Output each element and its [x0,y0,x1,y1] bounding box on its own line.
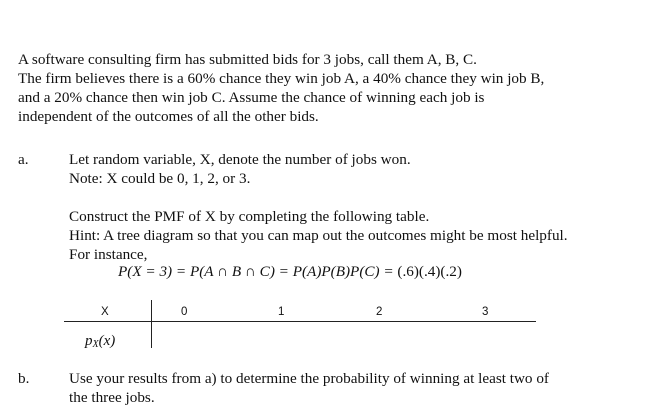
part-b-line-2: the three jobs. [69,389,155,406]
table-horizontal-rule [64,321,536,322]
equation-lhs: P(X = 3) = P(A ∩ B ∩ C) = P(A)P(B)P(C) = [118,263,398,280]
table-col-2: 2 [376,306,383,318]
intro-line-1: A software consulting firm has submitted bids for 3 jobs, call them A, B, C. [18,51,477,68]
part-a-line-2: Note: X could be 0, 1, 2, or 3. [69,170,251,187]
table-col-1: 1 [278,306,285,318]
table-col-0: 0 [181,306,188,318]
instruction-line-2: Hint: A tree diagram so that you can map out the outcomes might be most helpful. [69,227,568,244]
part-b-marker: b. [18,370,30,387]
part-a-marker: a. [18,151,29,168]
example-equation [118,263,462,281]
intro-line-3: and a 20% chance then win job C. Assume the chance of winning each job is [18,89,485,106]
table-px-label: $p_X(x)$ [85,333,116,350]
part-b-line-1: Use your results from a) to determine the probability of winning at least two of [69,370,549,387]
part-a-line-1: Let random variable, X, denote the number of jobs won. [69,151,411,168]
instruction-line-3: For instance, [69,246,148,263]
table-vertical-rule [151,300,152,348]
table-col-3: 3 [482,306,489,318]
instruction-line-1: Construct the PMF of X by completing the following table. [69,208,430,225]
intro-line-4: independent of the outcomes of all the other bids. [18,108,319,125]
equation-rhs: (.6)(.4)(.2) [397,263,462,280]
table-x-header: X [101,306,109,318]
intro-line-2: The firm believes there is a 60% chance they win job A, a 40% chance they win job B, [18,70,545,87]
